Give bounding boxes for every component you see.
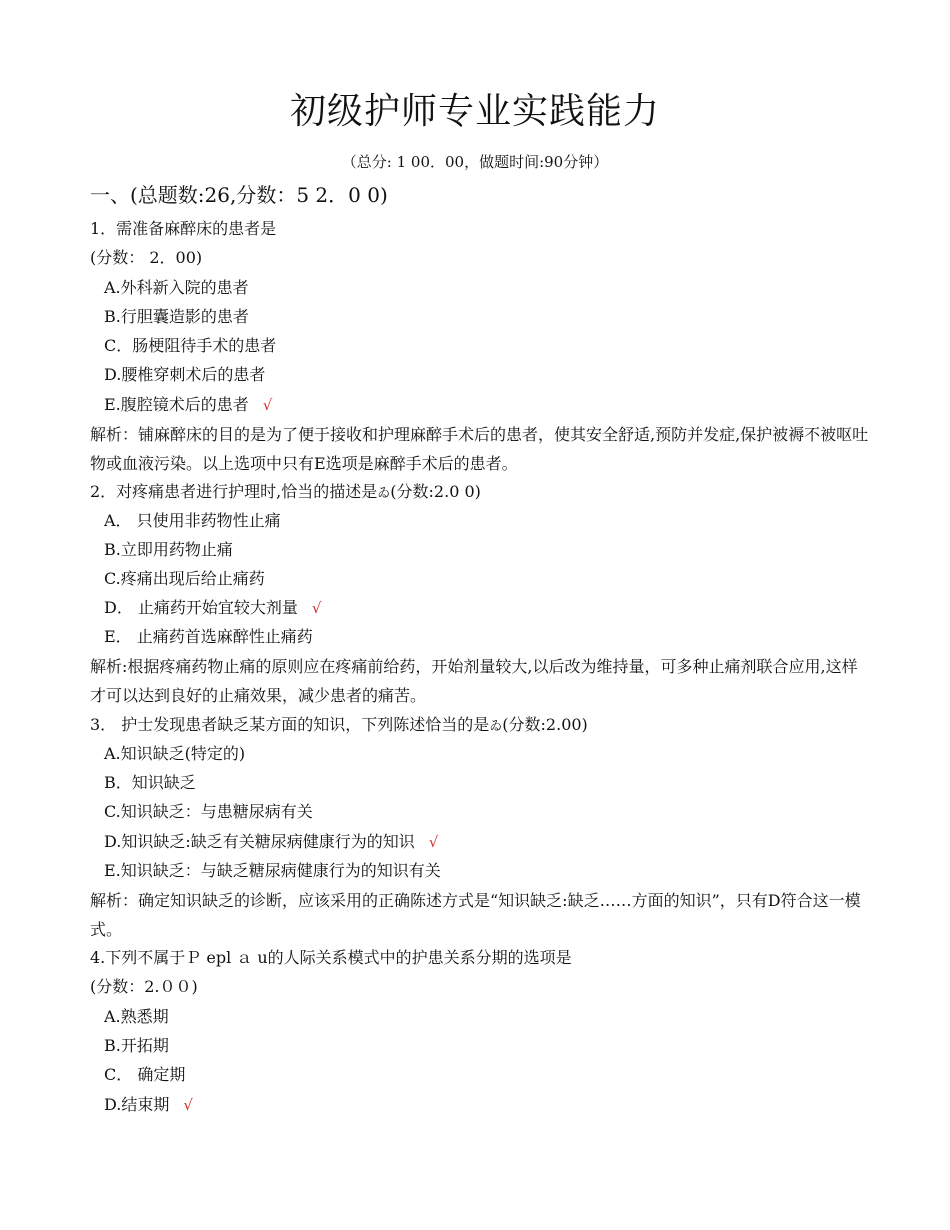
correct-check-icon: √ [428, 833, 439, 851]
question-3-score: (分数:2.00) [502, 715, 588, 734]
question-2-stem-line [90, 481, 481, 505]
question-1-analysis: 解析：铺麻醉床的目的是为了便于接收和护理麻醉手术后的患者，使其安全舒适,预防并发症,保护被褥不被呕吐物或血液污染。以上选项中只有E选项是麻醉手术后的患者。 [90, 425, 869, 473]
question-2-option-b: B.立即用药物止痛 [104, 540, 233, 559]
question-1-option-e [104, 394, 272, 416]
correct-check-icon: √ [262, 396, 273, 414]
page-title: 初级护师专业实践能力 [289, 91, 660, 132]
question-1-option-d: D.腰椎穿刺术后的患者 [104, 365, 266, 384]
question-3-option-e: E.知识缺乏：与缺乏糖尿病健康行为的知识有关 [104, 861, 441, 880]
question-2-option-d [104, 597, 321, 619]
correct-check-icon: √ [183, 1096, 193, 1114]
question-3-mark: ゐ [489, 719, 503, 734]
question-3-option-a: A.知识缺乏(特定的) [104, 744, 246, 763]
exam-info: （总分: 1 00．00，做题时间:90分钟） [341, 153, 609, 171]
question-3-option-d [104, 831, 438, 853]
question-2-mark: ゐ [377, 486, 391, 501]
question-4-option-d-text: D.结束期 [104, 1095, 170, 1114]
question-1-option-e-text: E.腹腔镜术后的患者 [104, 395, 249, 414]
correct-check-icon: √ [311, 599, 322, 617]
question-3-stem-line [90, 714, 588, 738]
question-4-option-c: C． 确定期 [104, 1065, 186, 1084]
question-1-option-c: C．肠梗阻待手术的患者 [104, 336, 277, 355]
question-1-option-b: B.行胆囊造影的患者 [104, 307, 249, 326]
question-2-option-a: A． 只使用非药物性止痛 [104, 511, 281, 530]
section-heading: 一、(总题数:26,分数：5 2．0 0) [90, 183, 388, 207]
question-2-score: (分数:2.0 0) [390, 482, 481, 501]
question-1-stem: 1．需准备麻醉床的患者是 [90, 219, 277, 238]
question-4-stem: 4.下列不属于Ｐ epl ａ u的人际关系模式中的护患关系分期的选项是 [90, 948, 572, 967]
question-3-stem: 3． 护士发现患者缺乏某方面的知识，下列陈述恰当的是 [90, 715, 490, 734]
question-4-option-a: A.熟悉期 [104, 1007, 169, 1026]
question-3-option-d-text: D.知识缺乏:缺乏有关糖尿病健康行为的知识 [104, 832, 415, 851]
question-2-stem: 2．对疼痛患者进行护理时,恰当的描述是 [90, 482, 378, 501]
question-2-option-e: E． 止痛药首选麻醉性止痛药 [104, 627, 313, 646]
question-1-score: (分数： 2．00) [90, 248, 203, 267]
question-3-analysis: 解析：确定知识缺乏的诊断，应该采用的正确陈述方式是“知识缺乏:缺乏……方面的知识”，只有D符合这一模式。 [90, 891, 861, 939]
question-4-option-b: B.开拓期 [104, 1036, 169, 1055]
question-4-score: (分数：2.００) [90, 977, 198, 996]
question-3-option-b: B．知识缺乏 [104, 773, 196, 792]
question-2-analysis: 解析:根据疼痛药物止痛的原则应在疼痛前给药，开始剂量较大,以后改为维持量，可多种止痛剂联合应用,这样才可以达到良好的止痛效果，减少患者的痛苦。 [90, 657, 858, 705]
question-2-option-d-text: D． 止痛药开始宜较大剂量 [104, 598, 298, 617]
question-1-option-a: A.外科新入院的患者 [104, 278, 249, 297]
question-4-option-d [104, 1094, 193, 1116]
question-3-option-c: C.知识缺乏：与患糖尿病有关 [104, 802, 313, 821]
question-2-option-c: C.疼痛出现后给止痛药 [104, 569, 265, 588]
